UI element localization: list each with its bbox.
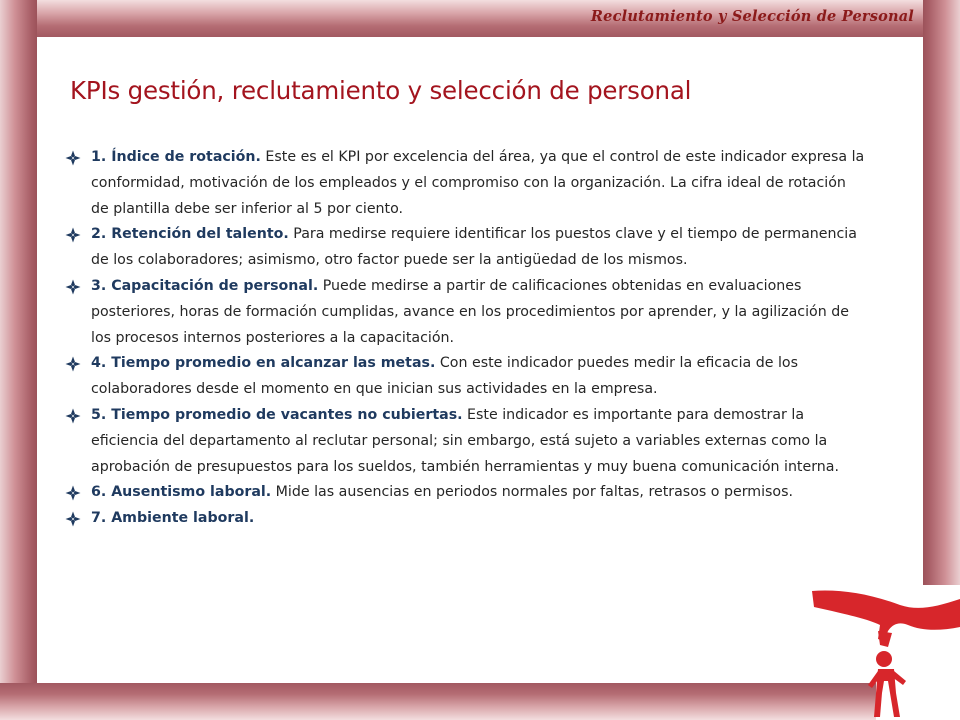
frame-left bbox=[0, 0, 37, 720]
diamond-bullet-icon bbox=[65, 511, 81, 527]
kpi-heading: 3. Capacitación de personal. bbox=[91, 277, 319, 294]
hand-picking-person-logo bbox=[808, 585, 960, 720]
kpi-heading: 6. Ausentismo laboral. bbox=[91, 484, 272, 501]
kpi-heading: 5. Tiempo promedio de vacantes no cubiertas. bbox=[91, 406, 463, 423]
diamond-bullet-icon bbox=[65, 150, 81, 166]
kpi-item bbox=[65, 403, 865, 480]
kpi-description: Con este indicador puedes medir la eficacia de los colaboradores desde el momento en que inician sus actividades en la empresa. bbox=[91, 355, 799, 398]
kpi-description: Puede medirse a partir de calificaciones obtenidas en evaluaciones posteriores, horas de formación cumplidas, avance en los procedimientos por aprender, y la agilización de los procesos internos posteriores a la capacitación. bbox=[91, 277, 849, 346]
kpi-item bbox=[65, 145, 865, 222]
kpi-heading: 4. Tiempo promedio en alcanzar las metas. bbox=[91, 355, 436, 372]
diamond-bullet-icon bbox=[65, 356, 81, 372]
diamond-bullet-icon bbox=[65, 279, 81, 295]
slide-title: KPIs gestión, reclutamiento y selección de personal bbox=[70, 76, 692, 105]
kpi-item bbox=[65, 222, 865, 274]
kpi-item bbox=[65, 506, 865, 532]
kpi-description: Para medirse requiere identificar los puestos clave y el tiempo de permanencia de los colaboradores; asimismo, otro factor puede ser la antigüedad de los mismos. bbox=[91, 226, 857, 269]
diamond-bullet-icon bbox=[65, 485, 81, 501]
kpi-item bbox=[65, 480, 865, 506]
kpi-heading: 1. Índice de rotación. bbox=[91, 149, 261, 165]
course-header-title: Reclutamiento y Selección de Personal bbox=[590, 8, 914, 25]
kpi-list bbox=[65, 145, 865, 532]
diamond-bullet-icon bbox=[65, 227, 81, 243]
diamond-bullet-icon bbox=[65, 408, 81, 424]
kpi-item bbox=[65, 274, 865, 351]
kpi-item bbox=[65, 351, 865, 403]
kpi-description: Mide las ausencias en periodos normales por faltas, retrasos o permisos. bbox=[271, 484, 794, 501]
kpi-heading: 7. Ambiente laboral. bbox=[91, 510, 255, 527]
kpi-description: Este indicador es importante para demostrar la eficiencia del departamento al reclutar personal; sin embargo, está sujeto a variables externas como la aprobación de presupuestos para los sueldos, también herramientas y muy buena comunicación interna. bbox=[91, 406, 840, 475]
kpi-description: Este es el KPI por excelencia del área, ya que el control de este indicador expresa la conformidad, motivación de los empleados y el compromiso con la organización. La cifra ideal de rotación de plantilla debe ser inferior al 5 por ciento. bbox=[91, 149, 865, 217]
kpi-heading: 2. Retención del talento. bbox=[91, 226, 289, 243]
